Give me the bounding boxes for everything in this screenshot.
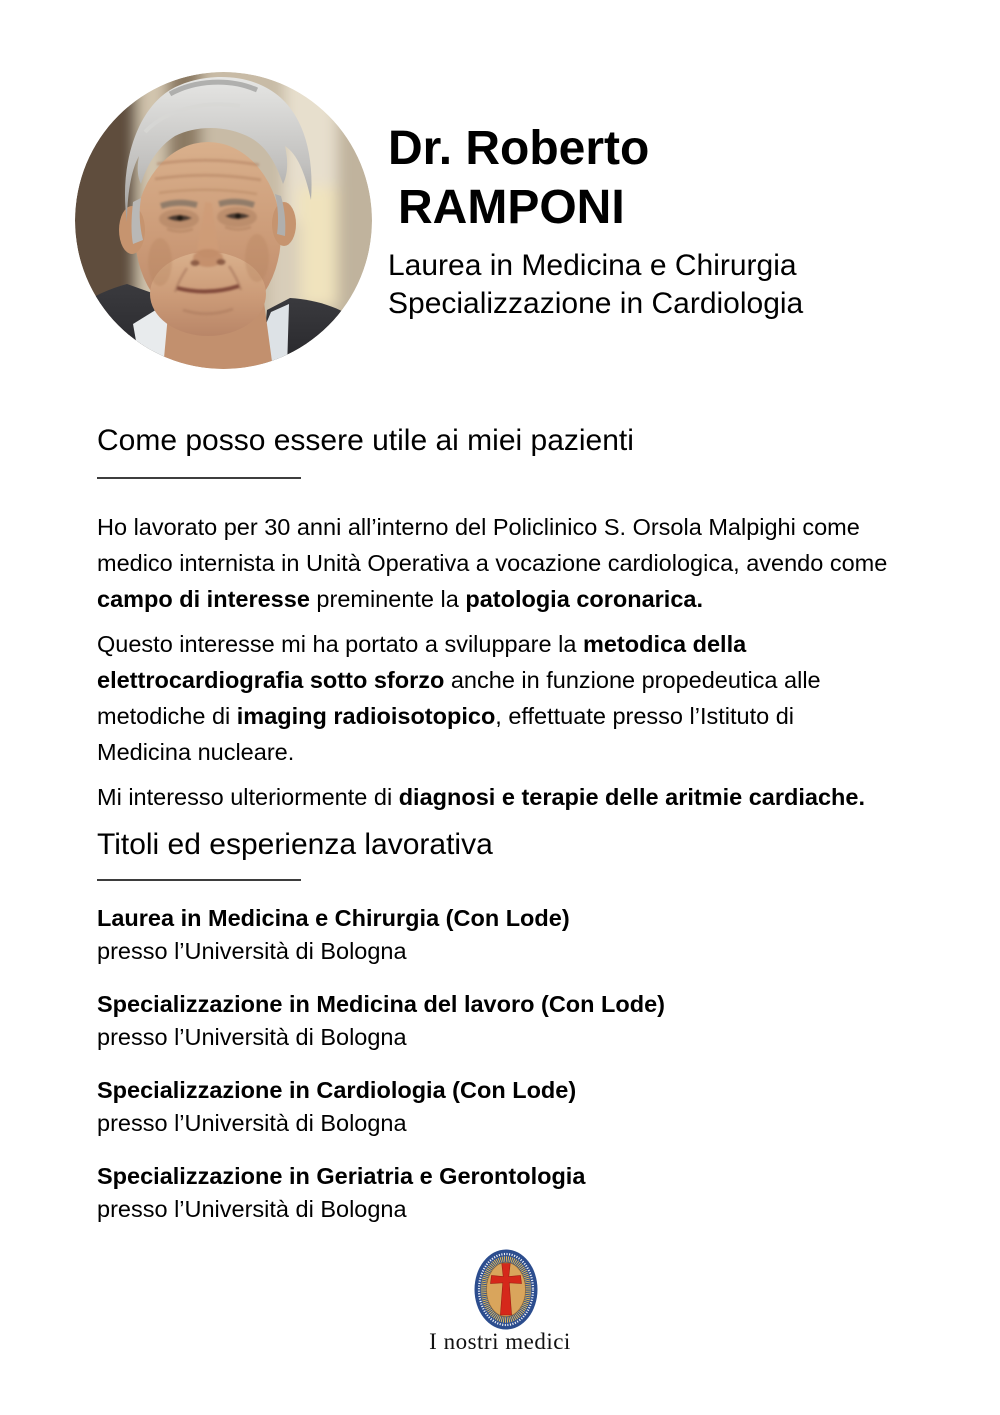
section-title-qualifications: Titoli ed esperienza lavorativa bbox=[97, 828, 493, 861]
qualification-institution: presso l’Università di Bologna bbox=[97, 938, 407, 964]
footer-label: I nostri medici bbox=[429, 1329, 571, 1354]
section-divider bbox=[97, 879, 301, 881]
qualification-item bbox=[97, 988, 892, 1054]
doctor-portrait-illustration bbox=[75, 72, 372, 369]
doctor-photo bbox=[75, 72, 372, 369]
doctor-name bbox=[388, 119, 803, 237]
qualification-item bbox=[97, 902, 892, 968]
qualification-institution: presso l’Università di Bologna bbox=[97, 1110, 407, 1136]
doctor-header bbox=[388, 119, 803, 323]
section-title-intro: Come posso essere utile ai miei pazienti bbox=[97, 424, 634, 457]
doctor-name-line2: RAMPONI bbox=[398, 181, 625, 234]
paragraph: Ho lavorato per 30 anni all’interno del Policlinico S. Orsola Malpighi come medico internista in Unità Operativa a vocazione cardiologica, avendo come campo di interesse preminente la patologia coronarica. bbox=[97, 514, 888, 612]
qualification-degree: Specializzazione in Cardiologia (Con Lode) bbox=[97, 1077, 577, 1103]
doctor-name-line1: Dr. Roberto bbox=[388, 122, 650, 175]
intro-paragraphs bbox=[97, 509, 892, 824]
paragraph: Mi interesso ulteriormente di diagnosi e terapie delle aritmie cardiache. bbox=[97, 784, 865, 810]
qualification-institution: presso l’Università di Bologna bbox=[97, 1196, 407, 1222]
qualification-item bbox=[97, 1074, 892, 1140]
paragraph: Questo interesse mi ha portato a sviluppare la metodica della elettrocardiografia sotto sforzo anche in funzione propedeutica alle metodiche di imaging radioisotopico, effettuate presso l’Istituto di Medicina nucleare. bbox=[97, 631, 821, 765]
qualification-list bbox=[97, 902, 892, 1246]
doctor-credentials bbox=[388, 247, 803, 323]
qualification-degree: Laurea in Medicina e Chirurgia (Con Lode) bbox=[97, 905, 570, 931]
credential-specialization: Specializzazione in Cardiologia bbox=[388, 287, 804, 320]
qualification-institution: presso l’Università di Bologna bbox=[97, 1024, 407, 1050]
credential-degree: Laurea in Medicina e Chirurgia bbox=[388, 249, 797, 282]
qualification-degree: Specializzazione in Geriatria e Gerontologia bbox=[97, 1163, 586, 1189]
camillians-order-logo-icon bbox=[474, 1249, 538, 1330]
qualification-item bbox=[97, 1160, 892, 1226]
section-divider bbox=[97, 477, 301, 479]
qualification-degree: Specializzazione in Medicina del lavoro (Con Lode) bbox=[97, 991, 666, 1017]
